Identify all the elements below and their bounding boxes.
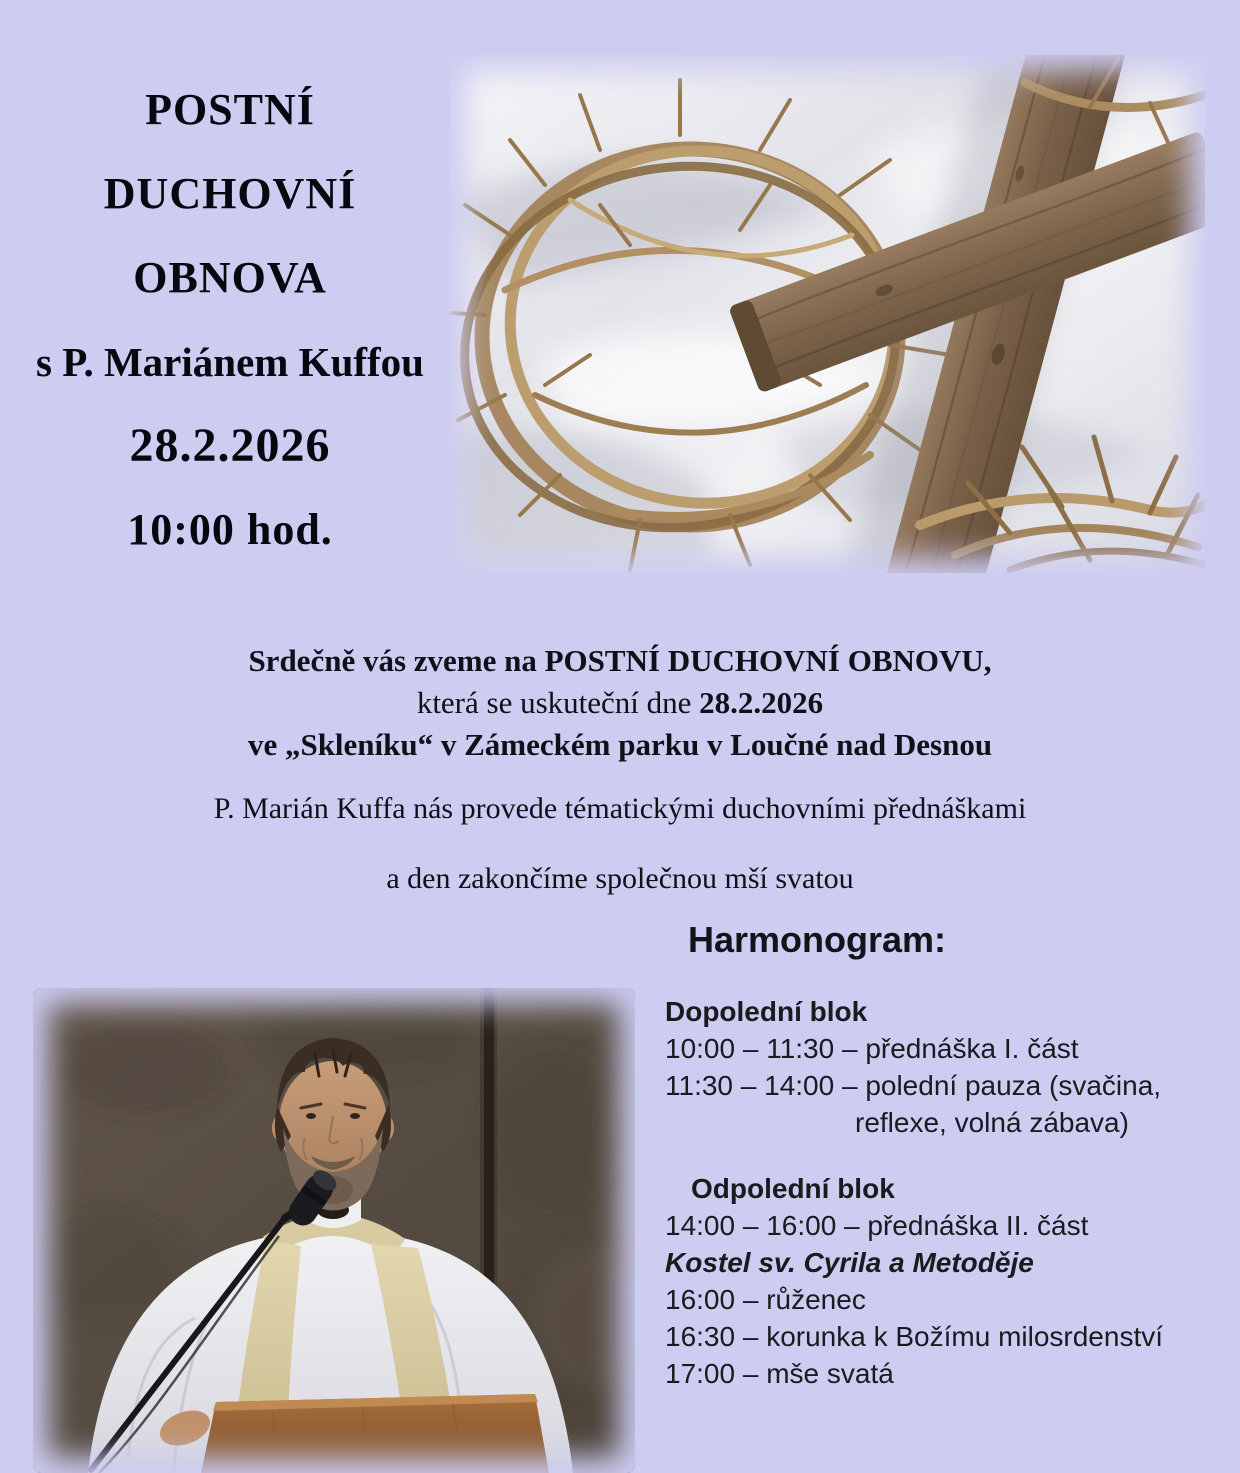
schedule-row-continuation: reflexe, volná zábava) — [855, 1107, 1129, 1138]
invitation-text — [0, 640, 1240, 900]
title-line-1: POSTNÍ — [145, 85, 315, 134]
crown-cross-illustration — [450, 55, 1205, 573]
invite-line-2 — [0, 682, 1240, 724]
title-time: 10:00 hod. — [127, 505, 333, 554]
schedule-list — [665, 993, 1225, 1392]
schedule-row: 17:00 – mše svatá — [665, 1358, 894, 1389]
title-line-3: OBNOVA — [133, 253, 327, 302]
schedule-row: 16:30 – korunka k Božímu milosrdenství — [665, 1321, 1164, 1352]
schedule-row: 16:00 – růženec — [665, 1284, 866, 1315]
schedule-row-morning-block: Dopolední blok — [665, 996, 868, 1027]
invite-line-2-text: která se uskuteční dne — [416, 685, 700, 720]
title-date: 28.2.2026 — [129, 419, 331, 472]
schedule-heading: Harmonogram: — [688, 919, 947, 960]
crown-of-thorns-cross-photo — [450, 55, 1205, 573]
schedule-row: 11:30 – 14:00 – polední pauza (svačina, — [665, 1070, 1162, 1101]
invite-line-4: P. Marián Kuffa nás provede tématickými duchovními přednáškami — [213, 792, 1027, 825]
podium-shape — [201, 1394, 549, 1473]
schedule-row-church: Kostel sv. Cyrila a Metoděje — [665, 1247, 1034, 1278]
invite-line-1: Srdečně vás zveme na POSTNÍ DUCHOVNÍ OBNOVU, — [248, 643, 992, 678]
schedule-row: 10:00 – 11:30 – přednáška I. část — [665, 1033, 1079, 1064]
title-line-2: DUCHOVNÍ — [103, 169, 357, 218]
schedule-row-afternoon-block: Odpolední blok — [691, 1173, 895, 1204]
title-speaker: s P. Mariánem Kuffou — [36, 339, 424, 385]
invite-line-3: ve „Skleníku“ v Zámeckém parku v Loučné nad Desnou — [247, 727, 993, 762]
priest-illustration — [33, 988, 635, 1473]
priest-photo — [33, 988, 635, 1473]
invite-line-5: a den zakončíme společnou mší svatou — [386, 862, 854, 895]
title-block — [0, 68, 460, 572]
schedule-row: 14:00 – 16:00 – přednáška II. část — [665, 1210, 1089, 1241]
invite-line-2-date: 28.2.2026 — [699, 685, 824, 720]
